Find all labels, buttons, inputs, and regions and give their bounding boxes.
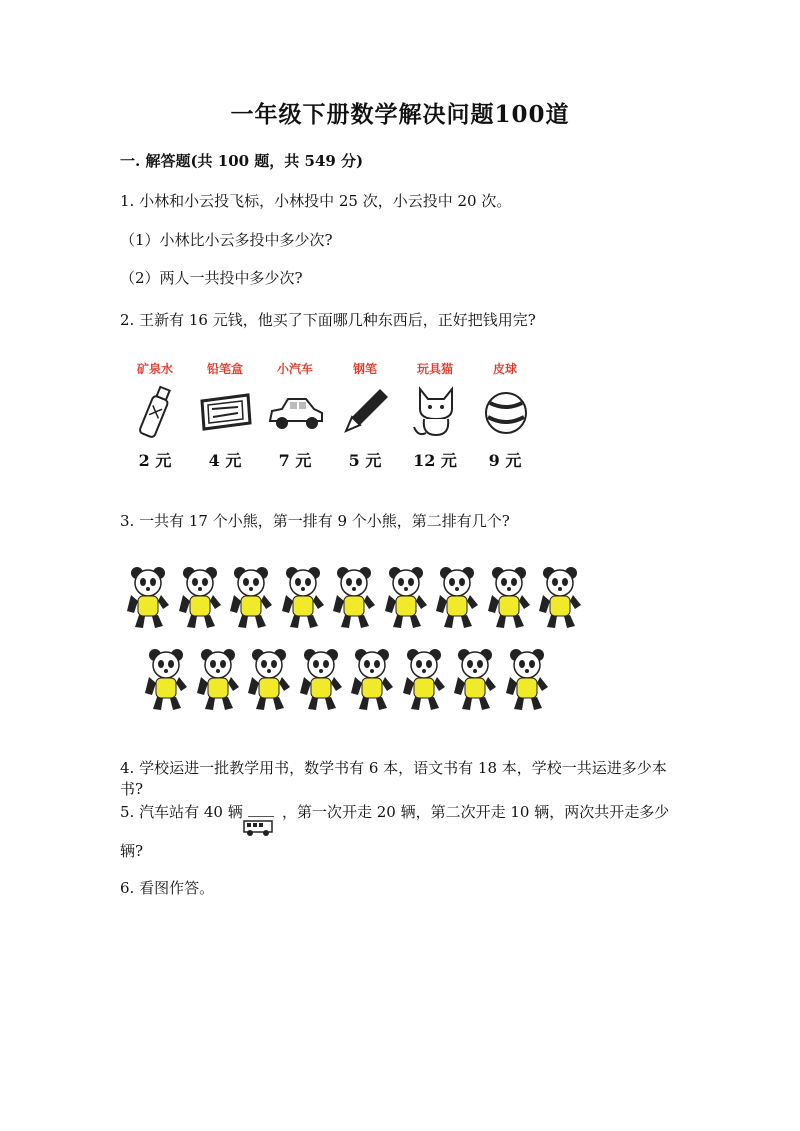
- ball-icon: [478, 383, 534, 439]
- question-5-part-2: ，第一次开走 20 辆，第二次开走 10 辆，两次共开走多少: [282, 803, 670, 821]
- bear-icon: [177, 565, 223, 631]
- goods-price: 12 元: [413, 451, 457, 470]
- goods-label: 铅笔盒: [206, 362, 243, 376]
- bear-rows-illustration: [125, 565, 585, 715]
- goods-item: [260, 355, 330, 473]
- question-5-part-3: 辆?: [120, 842, 144, 860]
- bear-icon: [401, 647, 447, 713]
- bear-icon: [246, 647, 292, 713]
- bear-icon: [537, 565, 583, 631]
- bear-icon: [125, 565, 171, 631]
- goods-item: [400, 355, 470, 473]
- bear-icon: [383, 565, 429, 631]
- bear-icon: [298, 647, 344, 713]
- goods-price: 4 元: [208, 451, 242, 470]
- bear-icon: [331, 565, 377, 631]
- goods-label: 皮球: [492, 362, 517, 376]
- bear-icon: [195, 647, 241, 713]
- goods-item: [330, 355, 400, 473]
- question-1-part-1: （1）小林比小云多投中多少次?: [120, 231, 333, 249]
- goods-item: [470, 355, 540, 473]
- goods-label: 钢笔: [352, 362, 377, 376]
- goods-item: [190, 355, 260, 473]
- bus-icon: [242, 816, 274, 838]
- section-heading: 一. 解答题(共 100 题，共 549 分): [120, 152, 364, 170]
- bear-icon: [143, 647, 189, 713]
- goods-price: 5 元: [348, 451, 382, 470]
- pencil-box-icon: [198, 383, 254, 439]
- toy-car-icon: [268, 383, 324, 439]
- goods-price: 9 元: [488, 451, 522, 470]
- bear-icon: [504, 647, 550, 713]
- page-title: 一年级下册数学解决问题100道: [230, 101, 570, 128]
- goods-price: 2 元: [138, 451, 172, 470]
- question-6: 6. 看图作答。: [120, 879, 215, 897]
- bear-icon: [486, 565, 532, 631]
- bear-icon: [434, 565, 480, 631]
- bear-icon: [228, 565, 274, 631]
- question-1-part-2: （2）两人一共投中多少次?: [120, 269, 303, 287]
- toy-cat-icon: [408, 383, 464, 439]
- goods-label: 矿泉水: [136, 362, 173, 376]
- question-3: 3. 一共有 17 个小熊，第一排有 9 个小熊，第二排有几个?: [120, 512, 510, 530]
- goods-label: 玩具猫: [416, 362, 453, 376]
- goods-label: 小汽车: [276, 362, 313, 376]
- bear-icon: [452, 647, 498, 713]
- bear-icon: [349, 647, 395, 713]
- water-bottle-icon: [128, 383, 184, 439]
- goods-price-list: [120, 355, 540, 473]
- pen-icon: [338, 383, 394, 439]
- question-2: 2. 王新有 16 元钱，他买了下面哪几种东西后，正好把钱用完?: [120, 311, 536, 329]
- question-1: 1. 小林和小云投飞标，小林投中 25 次，小云投中 20 次。: [120, 192, 512, 210]
- question-4: 4. 学校运进一批教学用书，数学书有 6 本，语文书有 18 本，学校一共运进多少本书?: [120, 759, 667, 798]
- question-5-part-1: 5. 汽车站有 40 辆: [120, 803, 243, 821]
- goods-item: [120, 355, 190, 473]
- bear-icon: [280, 565, 326, 631]
- goods-price: 7 元: [278, 451, 312, 470]
